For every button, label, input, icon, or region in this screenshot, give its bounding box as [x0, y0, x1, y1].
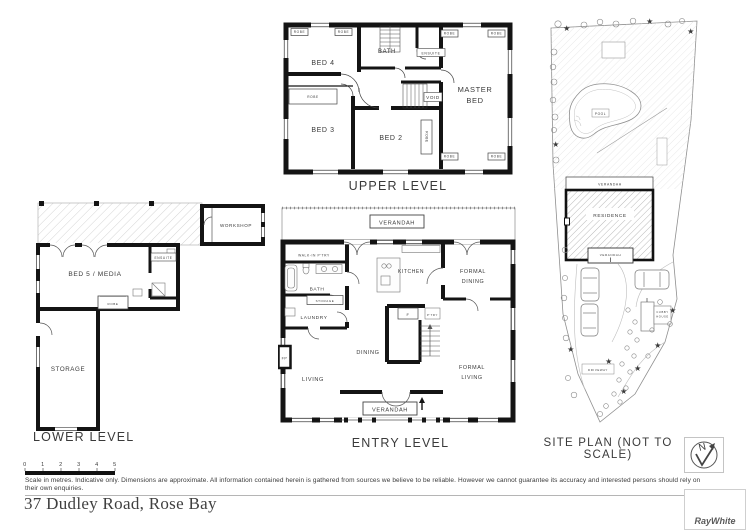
room-label-formal-dining-1: FORMAL [459, 269, 487, 275]
robe-label: ROBE [490, 154, 503, 159]
room-label-master-2: BED [466, 96, 484, 105]
robe-label: ROBE [307, 95, 319, 99]
entry-level-caption: ENTRY LEVEL [351, 436, 450, 450]
room-label-storage: STORAGE [315, 298, 335, 303]
compass-north-label: N [697, 441, 708, 454]
driveway-label: DRIVEWAY [588, 367, 608, 372]
verandah-top [282, 208, 515, 242]
scale-tick-5: 5 [113, 462, 117, 468]
verandah-label: VERANDAH [599, 253, 622, 257]
svg-text:★: ★ [634, 364, 642, 373]
room-label-formal-living-2: LIVING [461, 375, 483, 381]
subfloor-deck [38, 201, 202, 245]
robe-label: ROBE [107, 302, 119, 306]
room-label-bath: BATH [378, 49, 396, 55]
room-label-storage: STORAGE [50, 366, 86, 373]
room-label-formal-dining-2: DINING [461, 279, 485, 285]
room-label-living: LIVING [302, 377, 324, 383]
cubby-label-2: HOUSE [656, 315, 669, 319]
residence-label: RESIDENCE [593, 214, 627, 219]
fireplace [279, 346, 291, 368]
verandah-label: VERANDAH [379, 220, 415, 227]
room-label-laundry: LAUNDRY [300, 316, 328, 321]
robe-label: ROBE [443, 154, 456, 159]
room-label-ensuite: ENSUITE [421, 51, 441, 56]
room-label-master-1: MASTER [457, 85, 493, 94]
workshop-room [202, 206, 265, 244]
robe-closet [98, 296, 128, 309]
verandah-label: VERANDAH [372, 407, 408, 414]
scale-tick-4: 4 [95, 462, 99, 468]
scale-tick-0: 0 [23, 462, 27, 468]
room-label-walkin-pantry: WALK-IN P'TRY [298, 253, 330, 258]
residence [565, 177, 654, 263]
room-label-workshop: WORKSHOP [219, 223, 253, 228]
scale-tick-1: 1 [41, 462, 45, 468]
lower-level-caption: LOWER LEVEL [33, 430, 135, 444]
room-label-formal-living-1: FORMAL [458, 365, 486, 371]
svg-text:★: ★ [552, 140, 560, 149]
svg-text:★: ★ [563, 24, 571, 33]
scale-tick-3: 3 [77, 462, 81, 468]
entry-level-floorplan [278, 198, 523, 430]
property-address: 37 Dudley Road, Rose Bay [24, 494, 217, 513]
room-label-bed2: BED 2 [379, 135, 403, 142]
scale-tick-2: 2 [59, 462, 63, 468]
room-label-fridge: F [406, 312, 410, 317]
svg-text:★: ★ [620, 387, 628, 396]
room-label-dining: DINING [356, 350, 380, 356]
cubby-label-1: CUBBY [656, 311, 669, 314]
robe-label: ROBE [443, 31, 456, 36]
robe-label: ROBE [490, 31, 503, 36]
lower-level-floorplan [25, 197, 270, 437]
svg-text:★: ★ [567, 345, 575, 354]
room-label-bath: BATH [309, 287, 325, 293]
room-label-pantry: P'TRY [427, 312, 438, 317]
robe-label: ROBE [293, 30, 306, 35]
raywhite-logo-text: RayWhite [694, 516, 736, 526]
room-label-bed5: BED 5 / MEDIA [68, 271, 122, 278]
room-label-ensuite: ENSUITE [154, 255, 173, 260]
room-label-kitchen: KITCHEN [397, 269, 425, 275]
room-label-bed3: BED 3 [311, 127, 335, 134]
svg-text:★: ★ [646, 17, 654, 26]
raywhite-logo [684, 489, 746, 530]
svg-text:★: ★ [669, 306, 677, 315]
pool-label: POOL [594, 111, 607, 116]
room-label-bed4: BED 4 [311, 60, 335, 67]
room-label-void: VOID [426, 95, 440, 101]
svg-text:★: ★ [654, 341, 662, 350]
site-plan-caption: SITE PLAN (NOT TO SCALE) [543, 437, 673, 461]
scale-bar [20, 458, 120, 478]
robe-label: ROBE [424, 131, 429, 143]
robe-label: ROBE [337, 30, 350, 35]
upper-level-caption: UPPER LEVEL [348, 179, 448, 193]
fireplace-label: FP [281, 356, 288, 361]
upper-level-floorplan [283, 22, 513, 175]
svg-text:★: ★ [605, 357, 613, 366]
site-plan [540, 12, 726, 432]
disclaimer-text: Scale in metres. Indicative only. Dimensions are approximate. All information contained herein is gathered from sources we believe to be reliable. However we cannot guarantee its accuracy and interested persons should rely on their own enquiries. [25, 477, 701, 496]
svg-text:★: ★ [687, 27, 695, 36]
north-compass-icon [684, 437, 724, 473]
verandah-label: VERANDAH [598, 182, 622, 187]
